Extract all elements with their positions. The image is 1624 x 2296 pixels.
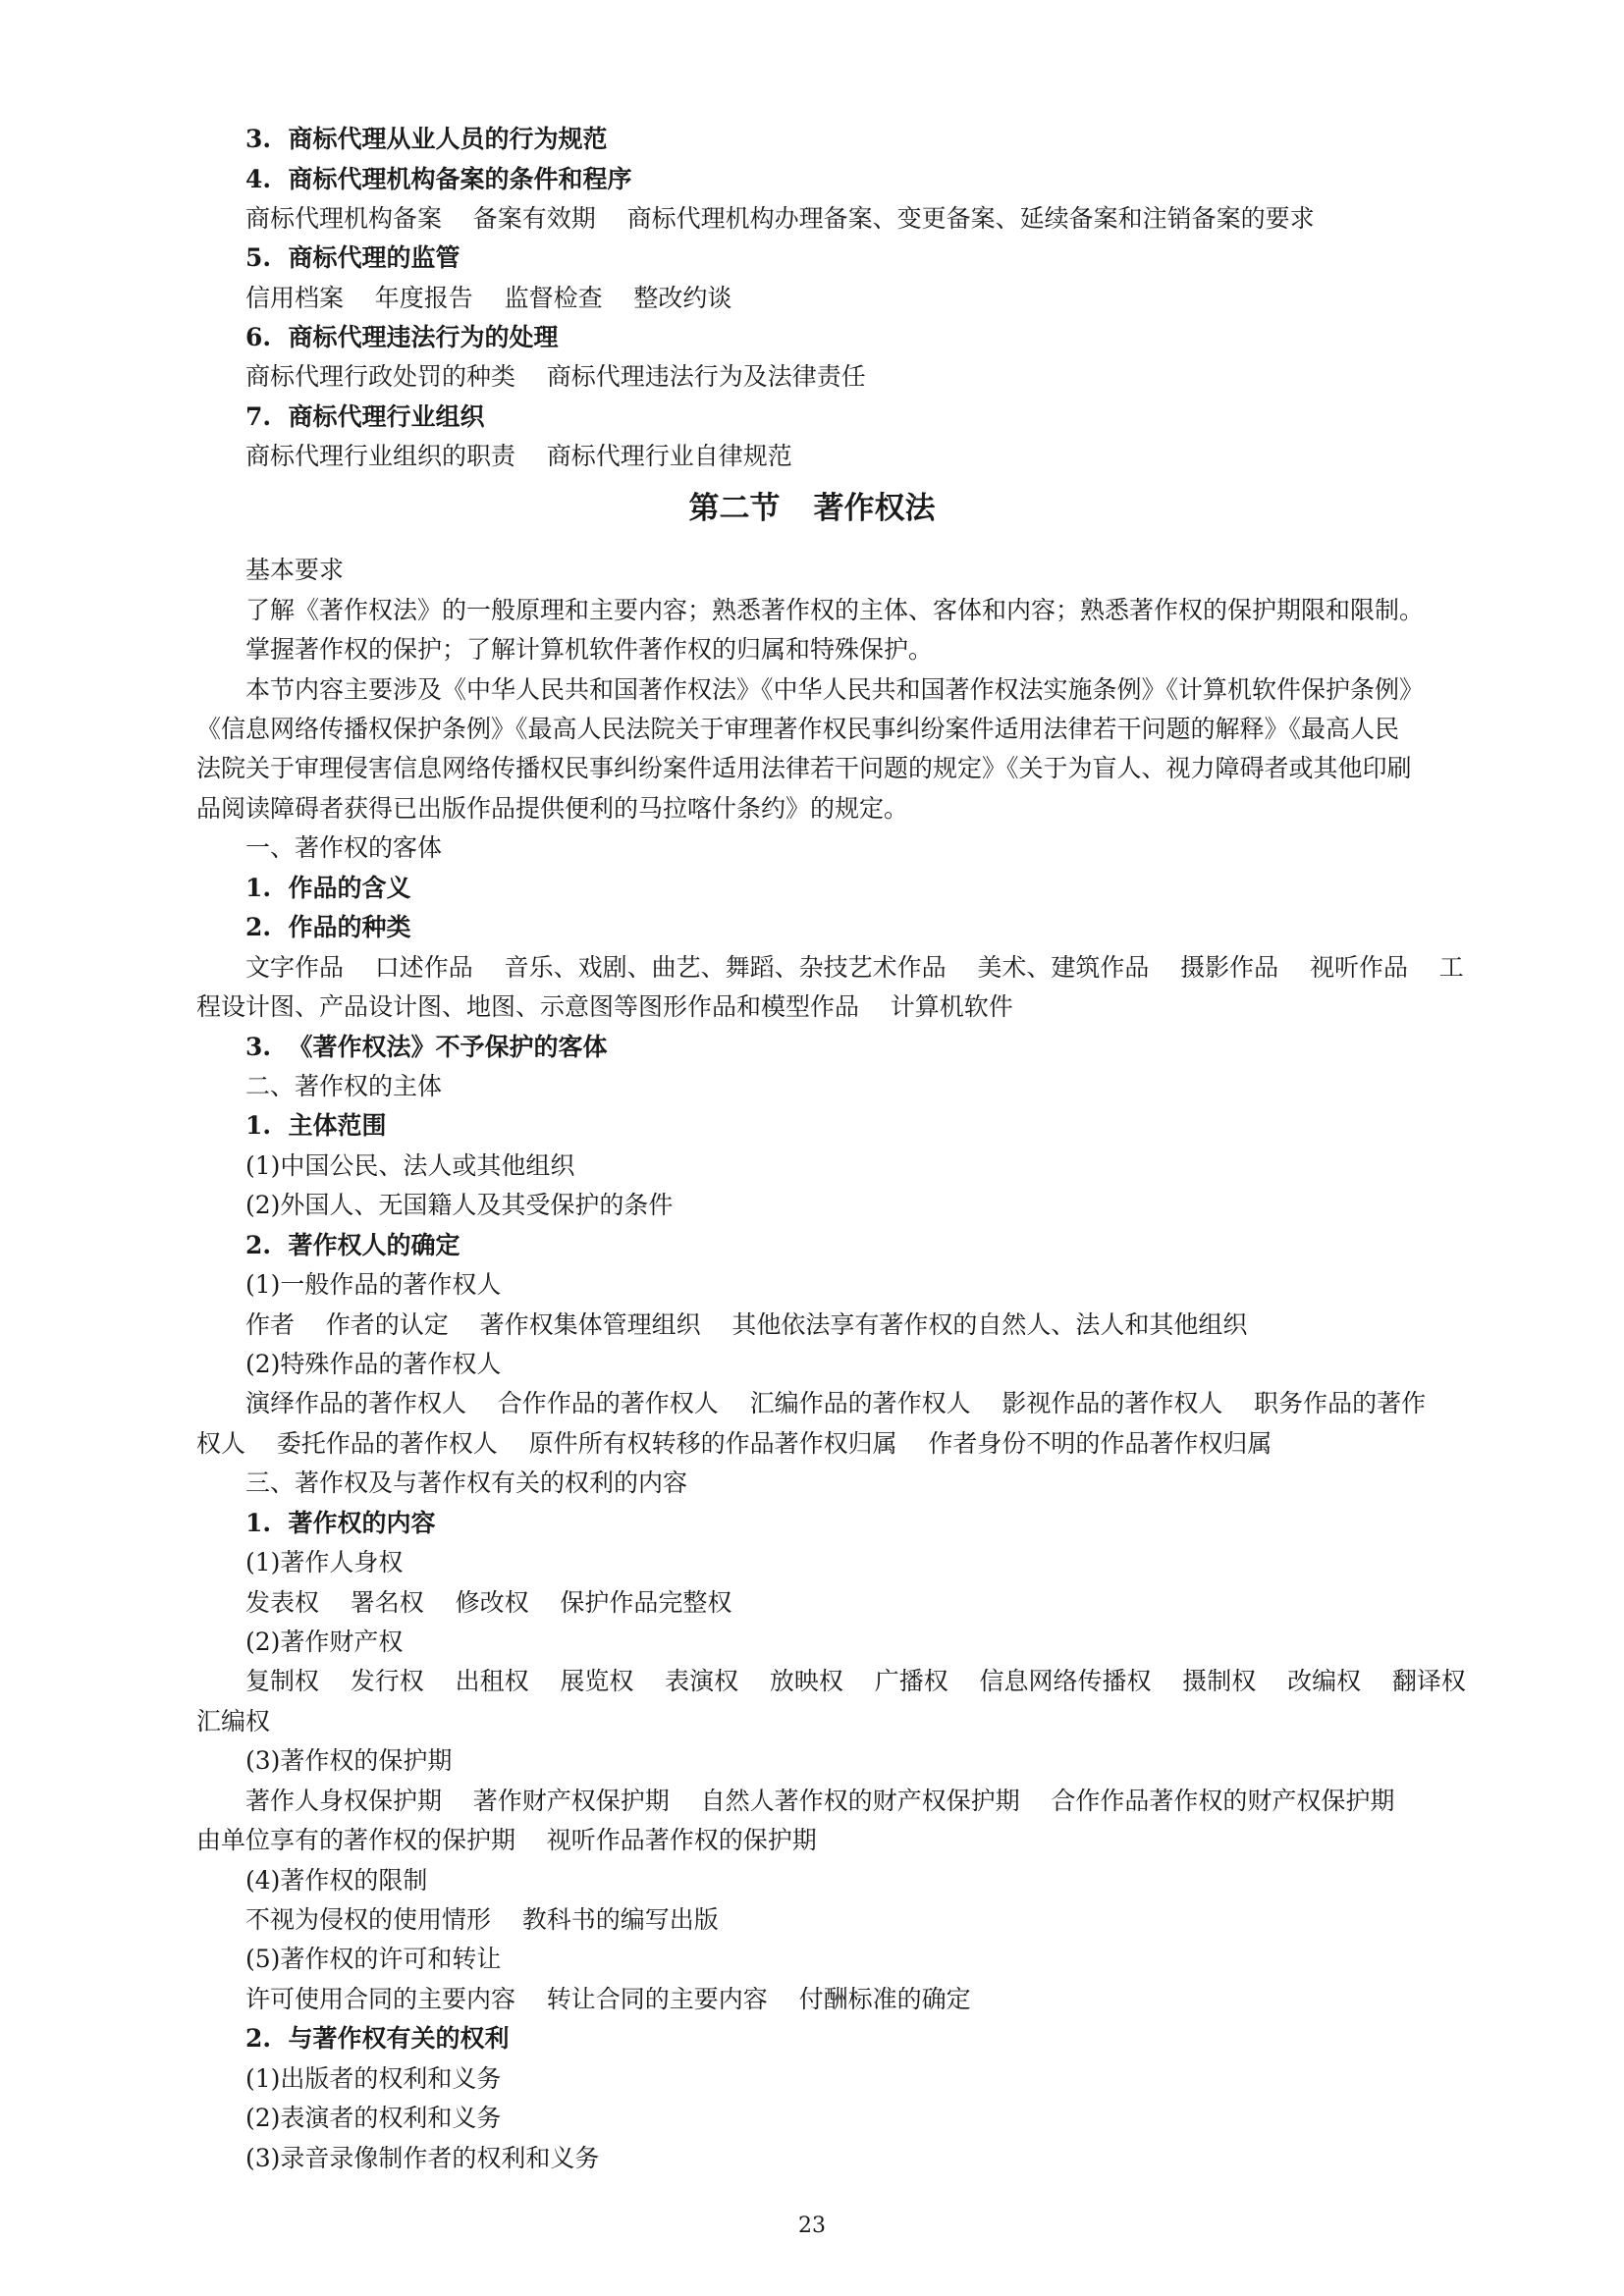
basic-paragraph: 本节内容主要涉及《中华人民共和国著作权法》《中华人民共和国著作权法实施条例》《计算机软件保护条例》 — [245, 675, 1425, 704]
outline-text: (3)著作权的保护期 — [245, 1746, 453, 1775]
outline-heading: 6. 商标代理违法行为的处理 — [245, 323, 559, 351]
outline-heading: 7. 商标代理行业组织 — [245, 402, 485, 431]
outline-text: 商标代理行政处罚的种类 商标代理违法行为及法律责任 — [245, 362, 866, 391]
outline-text: (1)中国公民、法人或其他组织 — [245, 1151, 575, 1180]
outline-heading: 2. 与著作权有关的权利 — [245, 2024, 510, 2053]
outline-text: (2)表演者的权利和义务 — [245, 2104, 502, 2132]
basic-paragraph: 掌握著作权的保护；了解计算机软件著作权的归属和特殊保护。 — [245, 635, 934, 664]
outline-text: (2)特殊作品的著作权人 — [245, 1350, 502, 1378]
outline-heading: 2. 著作权人的确定 — [245, 1231, 460, 1259]
section-number: 第二节 — [688, 491, 781, 526]
outline-text: (2)外国人、无国籍人及其受保护的条件 — [245, 1191, 674, 1219]
outline-text: (1)出版者的权利和义务 — [245, 2064, 502, 2093]
outline-text: 不视为侵权的使用情形 教科书的编写出版 — [245, 1905, 719, 1934]
outline-heading: 3. 商标代理从业人员的行为规范 — [245, 125, 608, 153]
outline-text: 程设计图、产品设计图、地图、示意图等图形作品和模型作品 计算机软件 — [196, 992, 1013, 1021]
outline-heading: 1. 著作权的内容 — [245, 1509, 436, 1537]
outline-heading: 5. 商标代理的监管 — [245, 243, 460, 272]
basic-heading: 基本要求 — [245, 556, 345, 584]
outline-text: (4)著作权的限制 — [245, 1866, 428, 1895]
outline-heading: 1. 主体范围 — [245, 1111, 387, 1140]
outline-chapter: 三、著作权及与著作权有关的权利的内容 — [245, 1468, 688, 1497]
outline-heading: 1. 作品的含义 — [245, 874, 411, 902]
outline-text: 著作人身权保护期 著作财产权保护期 自然人著作权的财产权保护期 合作作品著作权的财产权保护期 — [245, 1787, 1395, 1815]
basic-paragraph: 《信息网络传播权保护条例》《最高人民法院关于审理著作权民事纠纷案件适用法律若干问题的解释》《最高人民 — [196, 715, 1400, 743]
outline-text: 发表权 署名权 修改权 保护作品完整权 — [245, 1588, 732, 1617]
outline-text: 作者 作者的认定 著作权集体管理组织 其他依法享有著作权的自然人、法人和其他组织 — [245, 1310, 1248, 1339]
outline-text: (5)著作权的许可和转让 — [245, 1945, 502, 1973]
outline-text: 信用档案 年度报告 监督检查 整改约谈 — [245, 284, 732, 312]
outline-heading: 2. 作品的种类 — [245, 913, 411, 941]
outline-text: 复制权 发行权 出租权 展览权 表演权 放映权 广播权 信息网络传播权 摄制权 改编权 翻译权 — [245, 1667, 1466, 1695]
basic-paragraph: 法院关于审理侵害信息网络传播权民事纠纷案件适用法律若干问题的规定》《关于为盲人、视力障碍者或其他印刷 — [196, 754, 1412, 782]
outline-text: 演绎作品的著作权人 合作作品的著作权人 汇编作品的著作权人 影视作品的著作权人 职务作品的著作 — [245, 1389, 1427, 1417]
section-name: 著作权法 — [813, 491, 936, 526]
outline-text: (2)著作财产权 — [245, 1628, 404, 1656]
basic-paragraph: 品阅读障碍者获得已出版作品提供便利的马拉喀什条约》的规定。 — [196, 794, 909, 823]
section-title — [0, 487, 1624, 530]
outline-heading: 4. 商标代理机构备案的条件和程序 — [245, 165, 632, 193]
outline-text: 商标代理机构备案 备案有效期 商标代理机构办理备案、变更备案、延续备案和注销备案的要求 — [245, 204, 1315, 233]
page-number: 23 — [798, 2214, 826, 2238]
outline-text: (1)著作人身权 — [245, 1548, 404, 1576]
outline-text: (3)录音录像制作者的权利和义务 — [245, 2144, 600, 2172]
outline-heading: 3. 《著作权法》不予保护的客体 — [245, 1033, 608, 1061]
outline-text: 文字作品 口述作品 音乐、戏剧、曲艺、舞蹈、杂技艺术作品 美术、建筑作品 摄影作品 视听作品 工 — [245, 953, 1464, 982]
outline-text: (1)一般作品的著作权人 — [245, 1270, 502, 1299]
outline-text: 商标代理行业组织的职责 商标代理行业自律规范 — [245, 442, 792, 470]
outline-text: 由单位享有的著作权的保护期 视听作品著作权的保护期 — [196, 1826, 817, 1854]
basic-paragraph: 了解《著作权法》的一般原理和主要内容；熟悉著作权的主体、客体和内容；熟悉著作权的保护期限和限制。 — [245, 596, 1425, 624]
outline-chapter: 二、著作权的主体 — [245, 1072, 443, 1100]
outline-text: 许可使用合同的主要内容 转让合同的主要内容 付酬标准的确定 — [245, 1985, 971, 2013]
outline-chapter: 一、著作权的客体 — [245, 833, 443, 862]
outline-text: 汇编权 — [196, 1707, 271, 1735]
outline-text: 权人 委托作品的著作权人 原件所有权转移的作品著作权归属 作者身份不明的作品著作权归属 — [196, 1429, 1272, 1458]
